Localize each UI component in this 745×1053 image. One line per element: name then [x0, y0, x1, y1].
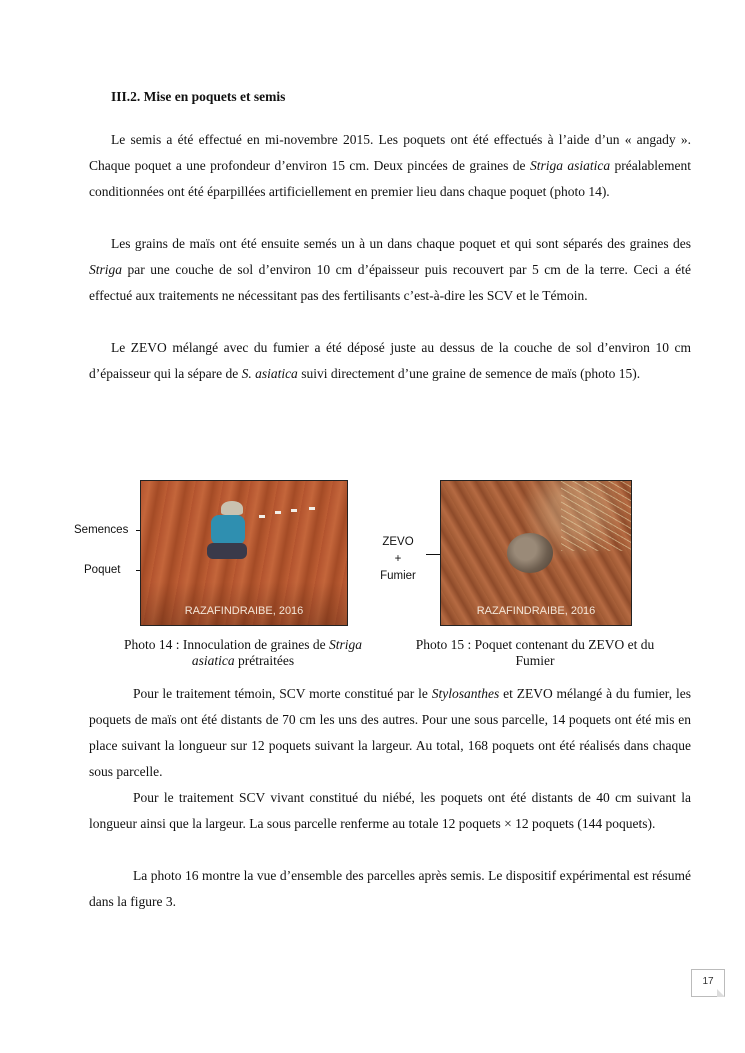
paragraph-5: Pour le traitement SCV vivant constitué du niébé, les poquets ont été distants de 40 cm suivant la longueur ainsi que la largeur. La sous parcelle renferme au totale 12 poquets × 12 poquets (144 poquets). [89, 790, 691, 831]
photo-14-credit: RAZAFINDRAIBE, 2016 [184, 605, 304, 617]
photo-14-caption-text: Photo 14 : Innoculation de graines de [123, 637, 330, 652]
paragraph-4-text-a: Pour le traitement témoin, SCV morte constitué par le [133, 686, 432, 701]
section-heading: III.2. Mise en poquets et semis [111, 89, 286, 104]
photo-14-caption [104, 637, 382, 669]
paragraph-3 [89, 335, 691, 387]
label-poquet: Poquet [84, 564, 121, 576]
paragraph-6: La photo 16 montre la vue d’ensemble des parcelles après semis. Le dispositif expérimental est résumé dans la figure 3. [89, 868, 691, 909]
photo-15-credit: RAZAFINDRAIBE, 2016 [476, 605, 596, 617]
label-fumier: Fumier [380, 570, 416, 582]
photo-15-image [440, 480, 632, 626]
photo-14-caption-species-2: asiatica [191, 653, 235, 668]
dry-grass [561, 481, 631, 551]
page-number: 17 [691, 969, 725, 997]
paragraph-3-species: S. asiatica [241, 366, 298, 381]
paragraph-4-text-c: et ZEVO mélangé à du fumier, les poquets de maïs ont été distants de 70 cm les uns des autres. Pour une sous parcelle, 14 poquets ont été mis en place suivant la longueur sur 12 poquets suivant la largeur. Au total, 168 poquets ont été réalisés dans chaque sous parcelle. [89, 686, 691, 779]
paragraph-2-text-a: Les grains de maïs ont été ensuite semés un à un dans chaque poquet et qui sont séparés des graines des [111, 236, 691, 251]
paragraph-2-species: Striga [89, 262, 123, 277]
photo-14-caption-species-1: Striga [329, 637, 363, 652]
farmer-figure [211, 515, 245, 545]
label-zevo-fumier [378, 534, 418, 585]
paragraph-1-text-c: préalablement conditionnées ont été éparpillées artificiellement en premier lieu dans chaque poquet (photo 14). [89, 158, 691, 199]
paragraph-2 [89, 231, 691, 309]
paragraph-4-species: Stylosanthes [431, 686, 500, 701]
photo-14-caption-end: prétraitées [234, 653, 295, 668]
paragraph-2-text-c: par une couche de sol d’environ 10 cm d’épaisseur puis recouvert par 5 cm de la terre. Ceci a été effectué aux traitements ne nécessitant pas des fertilisants c’est-à-dire les SCV et le Témoin. [89, 262, 691, 303]
paragraph-1-text-a: Le semis a été effectué en mi-novembre 2015. Les poquets ont été effectués à l’aide d’un « angady ». Chaque poquet a une profondeur d’environ 15 cm. Deux pincées de graines de [89, 132, 691, 173]
photo-15-caption-line-2: Fumier [515, 653, 555, 668]
label-semences: Semences [74, 524, 129, 536]
paragraph-3-text-a: Le ZEVO mélangé avec du fumier a été déposé juste au dessus de la couche de sol d’environ 10 cm d’épaisseur qui la sépare de [89, 340, 691, 381]
paragraph-1 [89, 127, 691, 205]
photo-15-caption [396, 637, 674, 669]
farmer-hat [221, 501, 243, 515]
paragraph-3-text-c: suivi directement d’une graine de semence de maïs (photo 15). [297, 366, 641, 381]
paragraph-1-species: Striga asiatica [529, 158, 611, 173]
zevo-fumier-ball [507, 533, 553, 573]
photo-15-caption-line-1: Photo 15 : Poquet contenant du ZEVO et du [415, 637, 655, 652]
label-zevo: ZEVO [382, 536, 414, 548]
farmer-legs [207, 543, 247, 559]
label-plus: + [394, 553, 402, 565]
photo-14-image [140, 480, 348, 626]
paragraph-4 [89, 681, 691, 785]
